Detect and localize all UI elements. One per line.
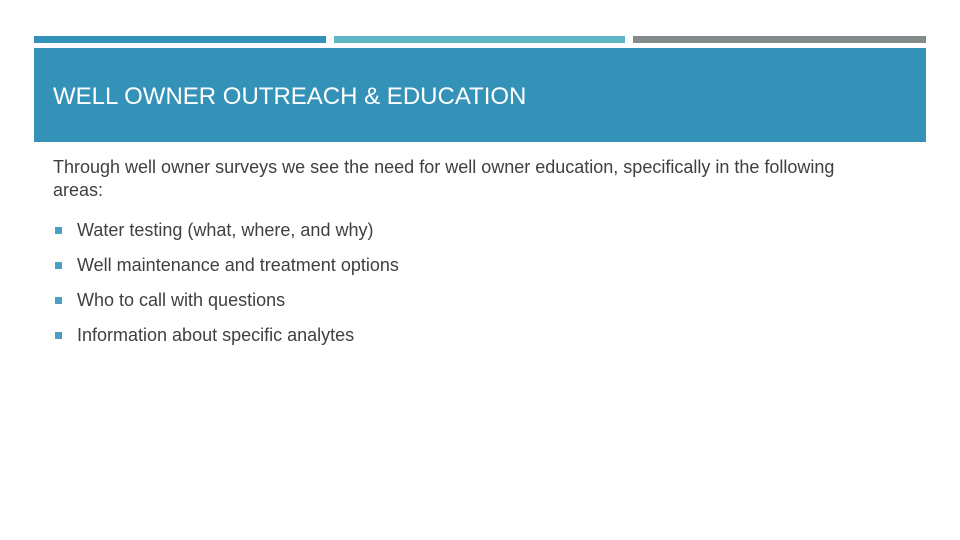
accent-bar-right xyxy=(633,36,926,43)
bullet-text: Information about specific analytes xyxy=(77,325,355,345)
bullet-item xyxy=(53,318,913,353)
title-band xyxy=(34,48,926,142)
bullet-text: Water testing (what, where, and why) xyxy=(77,220,374,240)
accent-bar-middle xyxy=(334,36,625,43)
bullet-text: Who to call with questions xyxy=(77,290,286,310)
slide-body xyxy=(53,156,913,353)
bullet-list xyxy=(53,213,913,353)
bullet-item xyxy=(53,283,913,318)
intro-paragraph: Through well owner surveys we see the need for well owner education, specifically in the following areas: xyxy=(53,157,835,200)
square-bullet-icon xyxy=(55,227,62,234)
accent-bar-left xyxy=(34,36,326,43)
square-bullet-icon xyxy=(55,262,62,269)
square-bullet-icon xyxy=(55,332,62,339)
square-bullet-icon xyxy=(55,297,62,304)
bullet-text: Well maintenance and treatment options xyxy=(77,255,399,275)
bullet-item xyxy=(53,248,913,283)
bullet-item xyxy=(53,213,913,248)
slide-title: WELL OWNER OUTREACH & EDUCATION xyxy=(53,83,527,110)
